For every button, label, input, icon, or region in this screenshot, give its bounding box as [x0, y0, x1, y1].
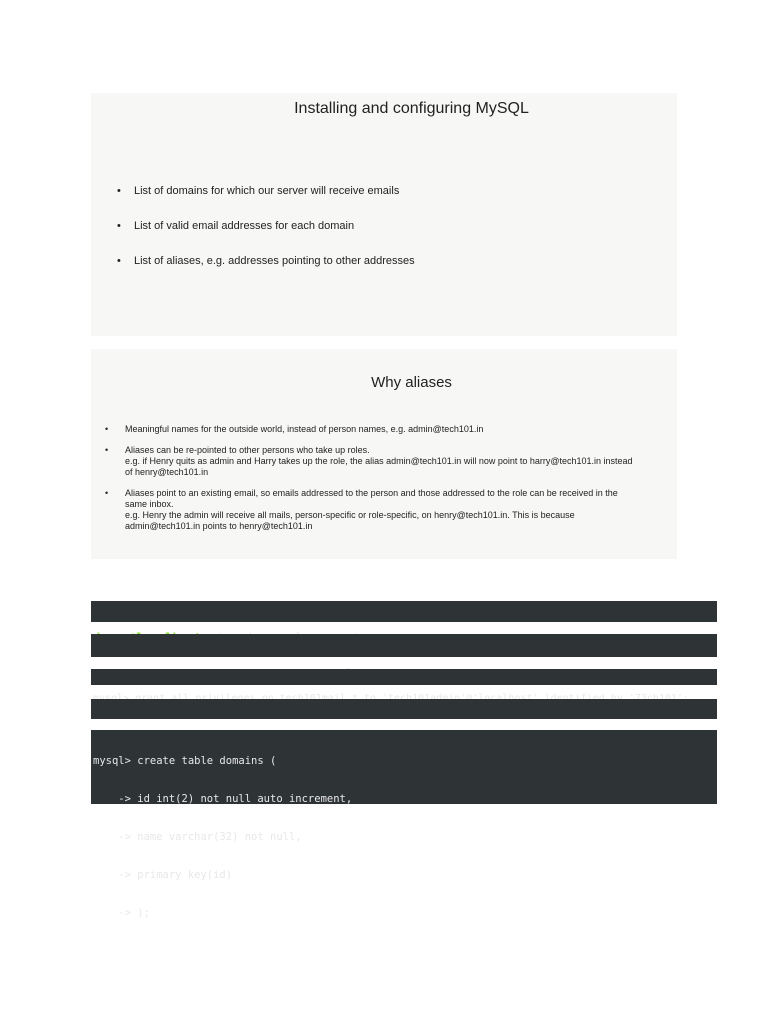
- list-item: [117, 254, 667, 289]
- terminal-create-database: [91, 634, 717, 657]
- bullet-text: e.g. if Henry quits as admin and Harry takes up the role, the alias admin@tech101.in will now point to harry@tech101.in instead: [125, 456, 633, 466]
- terminal-line: mysql> create table domains (: [93, 755, 277, 767]
- bullet-icon: •: [117, 220, 121, 232]
- list-item: [117, 219, 667, 254]
- terminal-grant-privileges: [91, 669, 717, 685]
- bullet-text: e.g. Henry the admin will receive all mails, person-specific or role-specific, on henry@tech101.in. This is because: [125, 510, 575, 520]
- bullet-text: List of valid email addresses for each domain: [134, 220, 355, 232]
- terminal-flush-privileges: [91, 699, 717, 719]
- bullet-list: [105, 424, 669, 542]
- terminal-create-table: [91, 730, 717, 919]
- terminal-line: -> id int(2) not null auto_increment,: [93, 793, 353, 805]
- terminal-sudo-mysql: [91, 601, 717, 622]
- slide-why-aliases: [91, 349, 677, 559]
- bullet-list: [117, 184, 667, 289]
- slide-title: Installing and configuring MySQL: [294, 100, 529, 117]
- slide-installing-mysql: [91, 93, 677, 336]
- list-item: [117, 184, 667, 219]
- bullet-icon: •: [105, 424, 109, 434]
- bullet-icon: •: [105, 488, 109, 498]
- bullet-text: Aliases point to an existing email, so emails addressed to the person and those addressed to the role can be received in the: [125, 488, 618, 498]
- bullet-text: List of domains for which our server will receive emails: [134, 185, 400, 197]
- bullet-text: List of aliases, e.g. addresses pointing to other addresses: [134, 255, 415, 267]
- list-item: [105, 488, 669, 532]
- list-item: [105, 424, 669, 435]
- terminal-line: -> name varchar(32) not null,: [93, 831, 302, 843]
- terminal-line: -> primary key(id): [93, 869, 233, 881]
- bullet-icon: •: [117, 185, 121, 197]
- terminal-line: -> );: [93, 907, 150, 919]
- list-item: [105, 445, 669, 478]
- bullet-text: same inbox.: [125, 499, 174, 509]
- bullet-icon: •: [117, 255, 121, 267]
- bullet-text: of henry@tech101.in: [125, 467, 209, 477]
- bullet-text: Aliases can be re-pointed to other persons who take up roles.: [125, 445, 370, 455]
- slide-title: Why aliases: [371, 374, 452, 391]
- bullet-text: Meaningful names for the outside world, instead of person names, e.g. admin@tech101.in: [125, 424, 484, 434]
- bullet-icon: •: [105, 445, 109, 455]
- bullet-text: admin@tech101.in points to henry@tech101.in: [125, 521, 313, 531]
